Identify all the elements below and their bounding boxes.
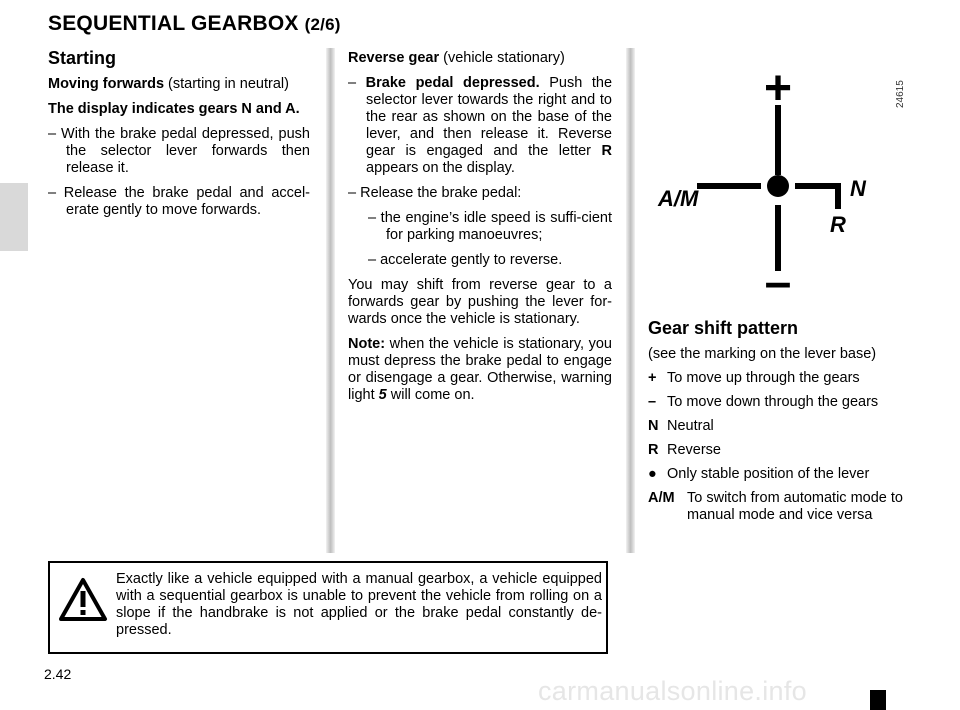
reverse-step-2: – Release the brake pedal: <box>348 185 522 201</box>
column-divider-1 <box>326 48 335 553</box>
reverse-sub-step: – the engine’s idle speed is suffi-cient for parking manoeuvres; <box>368 210 612 243</box>
legend-item: N Neutral <box>648 418 714 434</box>
warning-triangle-icon <box>58 577 108 623</box>
n-label: N <box>850 176 866 201</box>
reverse-step-1: – Brake pedal depressed. Push the selector lever towards the right and to the rear as shown on the base of the lever, and then release it. Reverse gear is engaged and the letter R appears on the display. <box>348 75 613 176</box>
note-paragraph: Note: when the vehicle is stationary, you must depress the brake pedal to engage or disengage a gear. Otherwise, warning light 5 will come on. <box>348 336 612 403</box>
title-part: (2/6) <box>304 15 341 34</box>
title-text: SEQUENTIAL GEARBOX <box>48 12 299 35</box>
legend-item: + To move up through the gears <box>648 370 860 386</box>
watermark: carmanualsonline.info <box>538 676 807 706</box>
column-divider-2 <box>626 48 635 553</box>
reverse-sub-step: – accelerate gently to reverse. <box>368 252 563 268</box>
figure-code: 24615 <box>895 80 906 108</box>
page-number: 2.42 <box>44 666 72 682</box>
middle-column <box>348 50 612 412</box>
reverse-gear-line: Reverse gear (vehicle stationary) <box>348 50 565 66</box>
plus-label: + <box>763 68 793 115</box>
page-title <box>48 12 341 36</box>
warning-text: Exactly like a vehicle equipped with a manual gearbox, a vehicle equipped with a sequential gearbox is unable to prevent the vehicle from rolling on a slope if the handbrake is not applied or the brake pedal constantly de-pressed. <box>116 571 602 638</box>
shift-paragraph: You may shift from reverse gear to a forwards gear by pushing the lever for-wards once the vehicle is stationary. <box>348 277 612 327</box>
minus-label: – <box>764 256 792 298</box>
section-tab <box>0 183 28 251</box>
step-item: – Release the brake pedal and accel-erate gently to move forwards. <box>48 185 310 218</box>
gear-shift-diagram <box>640 68 900 298</box>
am-label: A/M <box>658 186 699 211</box>
corner-mark <box>870 690 886 710</box>
legend-item: R Reverse <box>648 442 721 458</box>
step-item: – With the brake pedal depressed, push the selector lever forwards then release it. <box>48 126 310 176</box>
section-heading-starting: Starting <box>48 48 117 68</box>
legend-item: ● Only stable position of the lever <box>648 466 870 482</box>
legend-item: A/M To switch from automatic mode to manual mode and vice versa <box>648 490 903 523</box>
moving-forwards-line: Moving forwards (starting in neutral) <box>48 76 289 92</box>
legend-subtitle: (see the marking on the lever base) <box>648 346 877 362</box>
legend-item: – To move down through the gears <box>648 394 879 410</box>
legend-heading: Gear shift pattern <box>648 318 799 338</box>
neutral-position-dot <box>767 175 789 197</box>
warning-box <box>48 561 608 654</box>
r-label: R <box>830 212 846 237</box>
left-column <box>48 50 310 227</box>
display-note: The display indicates gears N and A. <box>48 101 300 117</box>
gear-shift-legend <box>648 320 940 531</box>
